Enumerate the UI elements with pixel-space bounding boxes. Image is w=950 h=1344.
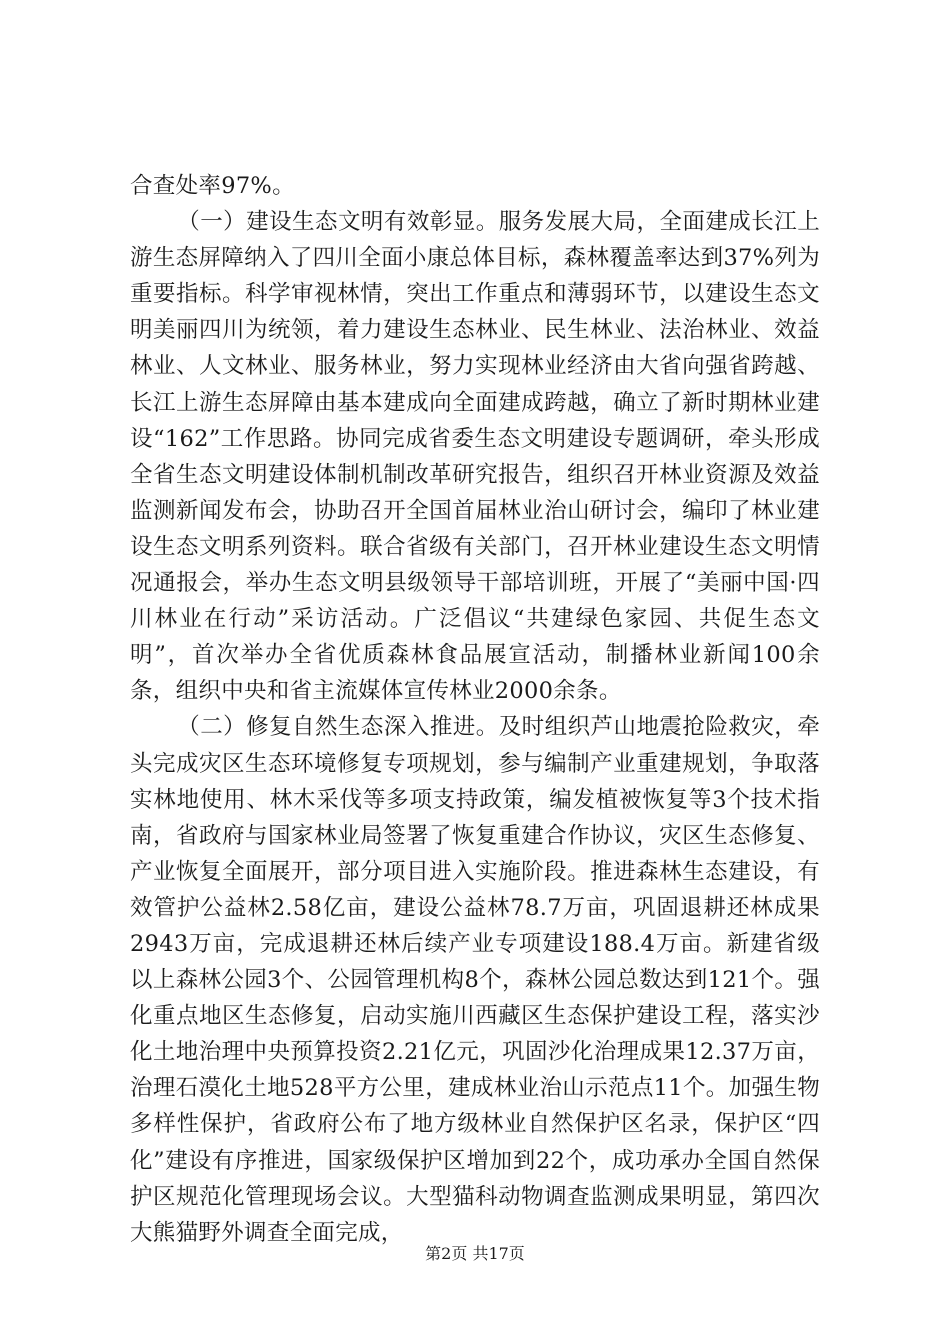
page-footer (0, 1243, 950, 1265)
page-number: 第2页 共17页 (425, 1244, 525, 1263)
document-body (130, 168, 820, 1251)
paragraph-ecological-restoration: （二）修复自然生态深入推进。及时组织芦山地震抢险救灾，牵头完成灾区生态环境修复专项规划，参与编制产业重建规划，争取落实林地使用、林木采伐等多项支持政策，编发植被恢复等3个技术指南，省政府与国家林业局签署了恢复重建合作协议，灾区生态修复、产业恢复全面展开，部分项目进入实施阶段。推进森林生态建设，有效管护公益林2.58亿亩，建设公益林78.7万亩，巩固退耕还林成果2943万亩，完成退耕还林后续产业专项建设188.4万亩。新建省级以上森林公园3个、公园管理机构8个，森林公园总数达到121个。强化重点地区生态修复，启动实施川西藏区生态保护建设工程，落实沙化土地治理中央预算投资2.21亿元，巩固沙化治理成果12.37万亩，治理石漠化土地528平方公里，建成林业治山示范点11个。加强生物多样性保护，省政府公布了地方级林业自然保护区名录，保护区“四化”建设有序推进，国家级保护区增加到22个，成功承办全国自然保护区规范化管理现场会议。大型猫科动物调查监测成果明显，第四次大熊猫野外调查全面完成， (130, 714, 820, 1246)
paragraph-continuation: 合查处率97%。 (130, 173, 295, 199)
paragraph-ecological-civilization: （一）建设生态文明有效彰显。服务发展大局，全面建成长江上游生态屏障纳入了四川全面小康总体目标，森林覆盖率达到37%列为重要指标。科学审视林情，突出工作重点和薄弱环节，以建设生态文明美丽四川为统领，着力建设生态林业、民生林业、法治林业、效益林业、人文林业、服务林业，努力实现林业经济由大省向强省跨越、长江上游生态屏障由基本建成向全面建成跨越，确立了新时期林业建设“162”工作思路。协同完成省委生态文明建设专题调研，牵头形成全省生态文明建设体制机制改革研究报告，组织召开林业资源及效益监测新闻发布会，协助召开全国首届林业治山研讨会，编印了林业建设生态文明系列资料。联合省级有关部门，召开林业建设生态文明情况通报会，举办生态文明县级领导干部培训班，开展了“美丽中国·四川林业在行动”采访活动。广泛倡议“共建绿色家园、共促生态文明”，首次举办全省优质森林食品展宣活动，制播林业新闻100余条，组织中央和省主流媒体宣传林业2000余条。 (130, 209, 820, 705)
